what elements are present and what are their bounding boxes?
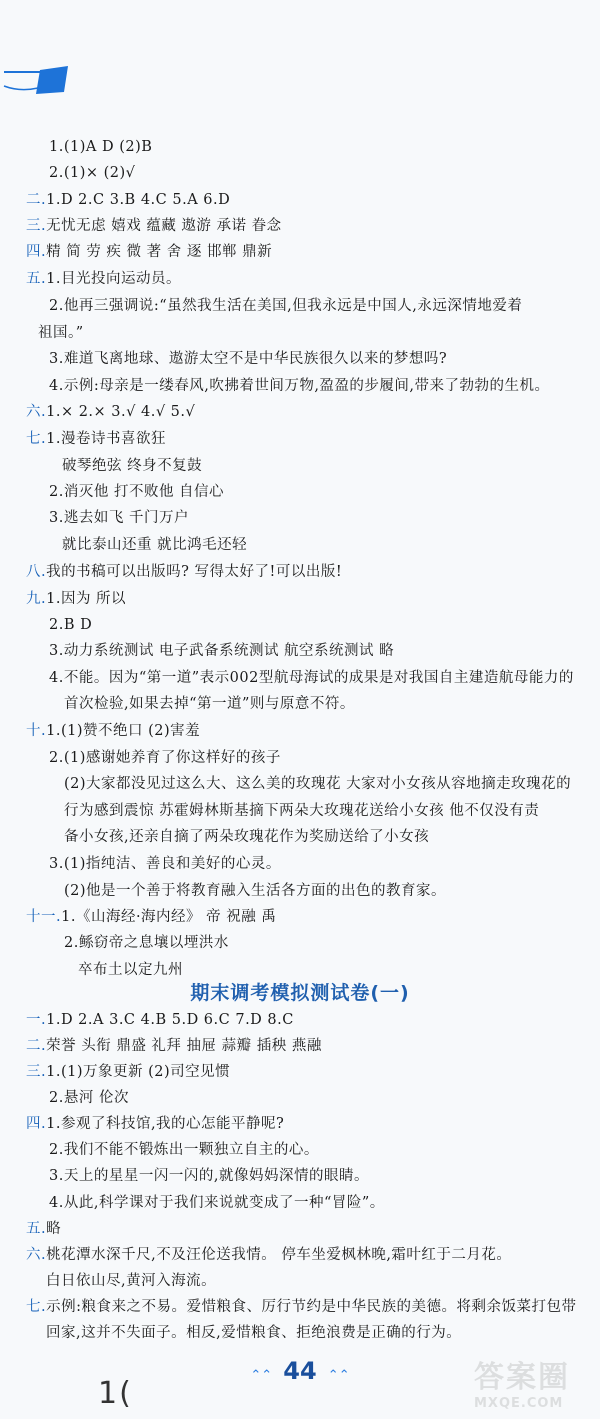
answer-line bbox=[49, 508, 189, 528]
question-number: 二. bbox=[26, 1038, 47, 1054]
answer-line bbox=[49, 482, 224, 502]
answer-text: 4.从此,科学课对于我们来说就变成了一种“冒险”。 bbox=[49, 1195, 385, 1211]
answer-line bbox=[49, 376, 550, 396]
answer-line bbox=[49, 296, 522, 316]
answer-line bbox=[64, 933, 229, 953]
question-number: 一. bbox=[26, 1012, 47, 1028]
answer-text: 略 bbox=[46, 1221, 62, 1237]
answer-line bbox=[26, 1036, 322, 1056]
question-number: 五. bbox=[26, 1221, 47, 1237]
answer-text: 1.(1)A D (2)B bbox=[49, 139, 153, 155]
answer-line bbox=[38, 323, 84, 343]
answer-line bbox=[49, 1193, 385, 1213]
answer-line bbox=[64, 694, 355, 714]
answer-text: 1.(1)万象更新 (2)司空见惯 bbox=[46, 1064, 231, 1080]
answer-text: 我的书稿可以出版吗? 写得太好了!可以出版! bbox=[46, 564, 343, 580]
answer-line bbox=[49, 137, 152, 157]
answer-text: 2.(1)感谢她养育了你这样好的孩子 bbox=[49, 750, 281, 766]
question-number: 六. bbox=[26, 1247, 47, 1263]
answer-line bbox=[49, 349, 447, 369]
answer-text: 示例:粮食来之不易。爱惜粮食、厉行节约是中华民族的美德。将剩余饭菜打包带 bbox=[46, 1299, 577, 1315]
answer-text: 2.悬河 伦次 bbox=[49, 1090, 129, 1106]
answer-line bbox=[26, 721, 200, 741]
answer-line bbox=[26, 429, 166, 449]
answer-text: 1.《山海经·海内经》 帝 祝融 禹 bbox=[61, 909, 277, 925]
question-number: 二. bbox=[26, 192, 47, 208]
answer-text: 荣誉 头衔 鼎盛 礼拜 抽屉 蒜瓣 插秧 燕融 bbox=[46, 1038, 322, 1054]
answer-text: 2.我们不能不锻炼出一颗独立自主的心。 bbox=[49, 1142, 319, 1158]
answer-text: 祖国。” bbox=[38, 325, 84, 341]
answer-line bbox=[49, 641, 394, 661]
answer-text: 2.他再三强调说:“虽然我生活在美国,但我永远是中国人,永远深情地爱着 bbox=[49, 298, 523, 314]
answer-text: (2)他是一个善于将教育融入生活各方面的出色的教育家。 bbox=[64, 883, 447, 899]
answer-line bbox=[26, 1114, 284, 1134]
answer-text: 桃花潭水深千尺,不及汪伦送我情。 停车坐爱枫林晚,霜叶红于二月花。 bbox=[46, 1247, 512, 1263]
answer-text: 1.× 2.× 3.√ 4.√ 5.√ bbox=[46, 404, 196, 420]
answer-line bbox=[49, 1088, 129, 1108]
question-number: 七. bbox=[26, 431, 47, 447]
question-number: 八. bbox=[26, 564, 47, 580]
question-number: 十一. bbox=[26, 909, 62, 925]
handwritten-mark: 1( bbox=[98, 1376, 133, 1411]
answer-line bbox=[78, 960, 183, 980]
answer-line bbox=[49, 1140, 319, 1160]
question-number: 四. bbox=[26, 1116, 47, 1132]
answer-line bbox=[26, 1297, 577, 1317]
answer-line bbox=[26, 1245, 511, 1265]
answer-line bbox=[49, 1166, 369, 1186]
page-number: 44 bbox=[283, 1357, 317, 1385]
answer-line bbox=[26, 269, 181, 289]
answer-line bbox=[49, 615, 92, 635]
answer-text: 2.鲧窃帝之息壤以堙洪水 bbox=[64, 935, 229, 951]
answer-text: 3.逃去如飞 千门万户 bbox=[49, 510, 189, 526]
answer-text: 1.(1)赞不绝口 (2)害羞 bbox=[46, 723, 201, 739]
header-corner-mark bbox=[0, 66, 72, 94]
answer-line bbox=[64, 881, 446, 901]
question-number: 五. bbox=[26, 271, 47, 287]
ornament-icon: ⌃⌃ bbox=[250, 1368, 273, 1383]
answer-line bbox=[49, 668, 574, 688]
answer-text: 精 简 劳 疾 微 著 舍 逐 邯郸 鼎新 bbox=[46, 244, 273, 260]
answer-text: 行为感到震惊 苏霍姆林斯基摘下两朵大玫瑰花送给小女孩 他不仅没有责 bbox=[64, 803, 540, 819]
answer-line bbox=[26, 242, 272, 262]
answer-line bbox=[64, 801, 539, 821]
answer-text: 1.目光投向运动员。 bbox=[46, 271, 181, 287]
answer-text: 1.参观了科技馆,我的心怎能平静呢? bbox=[46, 1116, 285, 1132]
question-number: 六. bbox=[26, 404, 47, 420]
answer-line bbox=[46, 1271, 216, 1291]
answer-line bbox=[26, 1219, 61, 1239]
answer-line bbox=[26, 907, 276, 927]
ornament-icon: ⌃⌃ bbox=[327, 1368, 350, 1383]
answer-text: 1.D 2.C 3.B 4.C 5.A 6.D bbox=[46, 192, 231, 208]
answer-text: 就比泰山还重 就比鸿毛还轻 bbox=[62, 537, 248, 553]
answer-text: 3.难道飞离地球、遨游太空不是中华民族很久以来的梦想吗? bbox=[49, 351, 448, 367]
question-number: 四. bbox=[26, 244, 47, 260]
answer-text: 4.不能。因为“第一道”表示002型航母海试的成果是对我国自主建造航母能力的 bbox=[49, 670, 574, 686]
answer-text: 无忧无虑 嬉戏 蕴藏 遨游 承诺 眷念 bbox=[46, 218, 282, 234]
answer-line bbox=[26, 1062, 230, 1082]
question-number: 三. bbox=[26, 218, 47, 234]
answer-text: 首次检验,如果去掉“第一道”则与原意不符。 bbox=[64, 696, 355, 712]
answer-text: 2.(1)× (2)√ bbox=[49, 165, 136, 181]
question-number: 九. bbox=[26, 591, 47, 607]
question-number: 七. bbox=[26, 1299, 47, 1315]
answer-line bbox=[49, 854, 281, 874]
question-number: 三. bbox=[26, 1064, 47, 1080]
answer-text: 1.漫卷诗书喜欲狂 bbox=[46, 431, 166, 447]
answer-line bbox=[26, 589, 126, 609]
answer-text: (2)大家都没见过这么大、这么美的玫瑰花 大家对小女孩从容地摘走玫瑰花的 bbox=[64, 776, 572, 792]
answer-text: 1.D 2.A 3.C 4.B 5.D 6.C 7.D 8.C bbox=[46, 1012, 294, 1028]
answer-line bbox=[26, 216, 282, 236]
answer-line bbox=[26, 402, 195, 422]
answer-text: 白日依山尽,黄河入海流。 bbox=[46, 1273, 217, 1289]
answer-text: 3.天上的星星一闪一闪的,就像妈妈深情的眼睛。 bbox=[49, 1168, 369, 1184]
answer-line bbox=[64, 827, 429, 847]
answer-line bbox=[62, 535, 247, 555]
answer-line bbox=[46, 1323, 461, 1343]
answer-line bbox=[62, 456, 202, 476]
answer-line bbox=[26, 562, 342, 582]
section-title: 期末调考模拟测试卷(一) bbox=[190, 982, 410, 1004]
question-number: 十. bbox=[26, 723, 47, 739]
answer-line bbox=[26, 1010, 294, 1030]
answer-text: 2.消灭他 打不败他 自信心 bbox=[49, 484, 225, 500]
answer-text: 2.B D bbox=[49, 617, 93, 633]
answer-line bbox=[49, 163, 135, 183]
answer-text: 3.(1)指纯洁、善良和美好的心灵。 bbox=[49, 856, 281, 872]
answer-line bbox=[64, 774, 571, 794]
answer-text: 破琴绝弦 终身不复鼓 bbox=[62, 458, 203, 474]
answer-text: 3.动力系统测试 电子武备系统测试 航空系统测试 略 bbox=[49, 643, 395, 659]
answer-line bbox=[49, 748, 281, 768]
answer-text: 卒布土以定九州 bbox=[78, 962, 183, 978]
answer-text: 1.因为 所以 bbox=[46, 591, 127, 607]
answer-text: 回家,这并不失面子。相反,爱惜粮食、拒绝浪费是正确的行为。 bbox=[46, 1325, 462, 1341]
watermark-logo: 答案圈 MXQE.COM bbox=[474, 1360, 570, 1411]
answer-text: 4.示例:母亲是一缕春风,吹拂着世间万物,盈盈的步履间,带来了勃勃的生机。 bbox=[49, 378, 550, 394]
answer-line bbox=[26, 190, 230, 210]
answer-text: 备小女孩,还亲自摘了两朵玫瑰花作为奖励送给了小女孩 bbox=[64, 829, 430, 845]
